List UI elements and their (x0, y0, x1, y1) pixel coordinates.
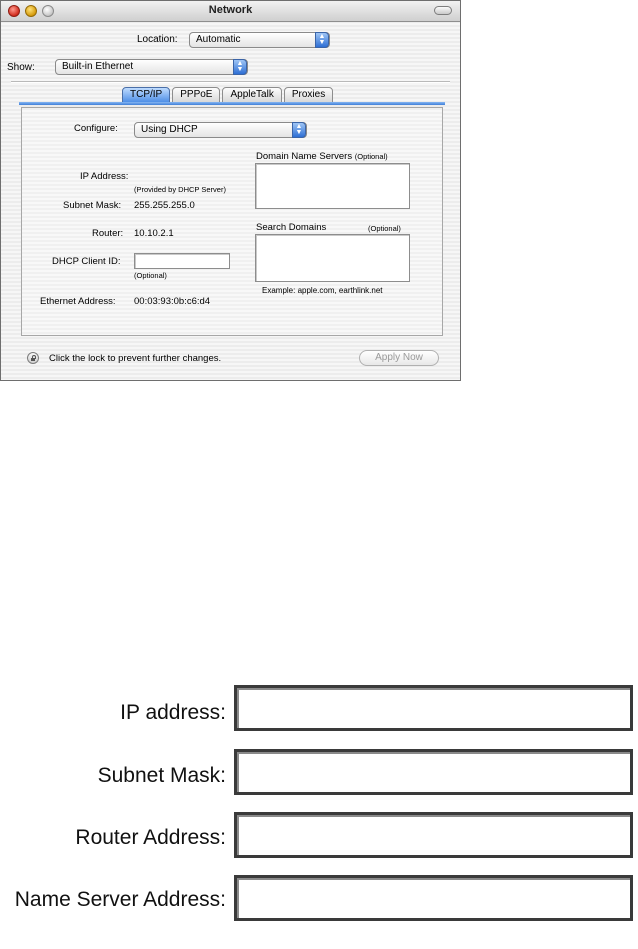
dns-label (256, 151, 388, 162)
form-router-address-label: Router Address: (75, 826, 226, 849)
lock-icon[interactable] (27, 352, 39, 364)
ip-address-note: (Provided by DHCP Server) (134, 185, 226, 194)
popup-arrows-icon: ▲ ▼ (292, 122, 306, 138)
subnet-mask-value: 255.255.255.0 (134, 200, 195, 211)
separator (11, 81, 450, 83)
show-popup[interactable] (55, 59, 248, 75)
ethernet-address-value: 00:03:93:0b:c6:d4 (134, 296, 211, 307)
dns-textarea[interactable] (255, 163, 410, 209)
subnet-mask-label: Subnet Mask: (63, 200, 122, 211)
location-value: Automatic (196, 34, 241, 45)
configure-label: Configure: (74, 123, 118, 134)
dns-title: Domain Name Servers (256, 151, 353, 162)
tab-tcpip[interactable]: TCP/IP (122, 87, 170, 103)
configure-popup[interactable] (134, 122, 307, 138)
lock-text: Click the lock to prevent further changes. (49, 353, 222, 364)
dhcp-client-id-label: DHCP Client ID: (52, 256, 121, 267)
router-value: 10.10.2.1 (134, 228, 174, 239)
apply-now-button[interactable]: Apply Now (359, 350, 439, 366)
tab-pppoe[interactable]: PPPoE (172, 87, 220, 103)
location-label: Location: (137, 34, 178, 45)
tab-appletalk[interactable]: AppleTalk (222, 87, 281, 103)
form-router-address-field[interactable] (234, 812, 633, 858)
window-title: Network (208, 4, 253, 16)
search-domains-example: Example: apple.com, earthlink.net (262, 286, 383, 295)
search-domains-textarea[interactable] (255, 234, 410, 282)
search-domains-label: Search Domains (256, 222, 327, 233)
form-name-server-label: Name Server Address: (14, 888, 226, 911)
configure-value: Using DHCP (141, 124, 198, 135)
form-ip-address-label: IP address: (120, 701, 226, 724)
dhcp-client-id-note: (Optional) (134, 271, 167, 280)
popup-arrows-icon: ▲ ▼ (233, 59, 247, 75)
toolbar-toggle-button[interactable] (434, 6, 452, 15)
network-window (0, 0, 461, 381)
ethernet-address-label: Ethernet Address: (40, 296, 116, 307)
form-subnet-mask-field[interactable] (234, 749, 633, 795)
form-name-server-field[interactable] (234, 875, 633, 921)
tab-bar (122, 87, 335, 103)
router-label: Router: (92, 228, 124, 239)
popup-arrows-icon: ▲ ▼ (315, 32, 329, 48)
ip-address-label: IP Address: (80, 171, 129, 182)
show-value: Built-in Ethernet (62, 61, 134, 72)
title-bar[interactable] (1, 1, 460, 22)
form-ip-address-field[interactable] (234, 685, 633, 731)
tab-proxies[interactable]: Proxies (284, 87, 333, 103)
show-label: Show: (7, 62, 35, 73)
tab-underline (19, 102, 445, 105)
form-subnet-mask-label: Subnet Mask: (97, 764, 226, 787)
location-popup[interactable] (189, 32, 330, 48)
search-domains-optional: (Optional) (368, 224, 401, 233)
dns-optional: (Optional) (354, 152, 388, 161)
dhcp-client-id-input[interactable] (134, 253, 230, 269)
tcpip-panel (21, 107, 443, 336)
